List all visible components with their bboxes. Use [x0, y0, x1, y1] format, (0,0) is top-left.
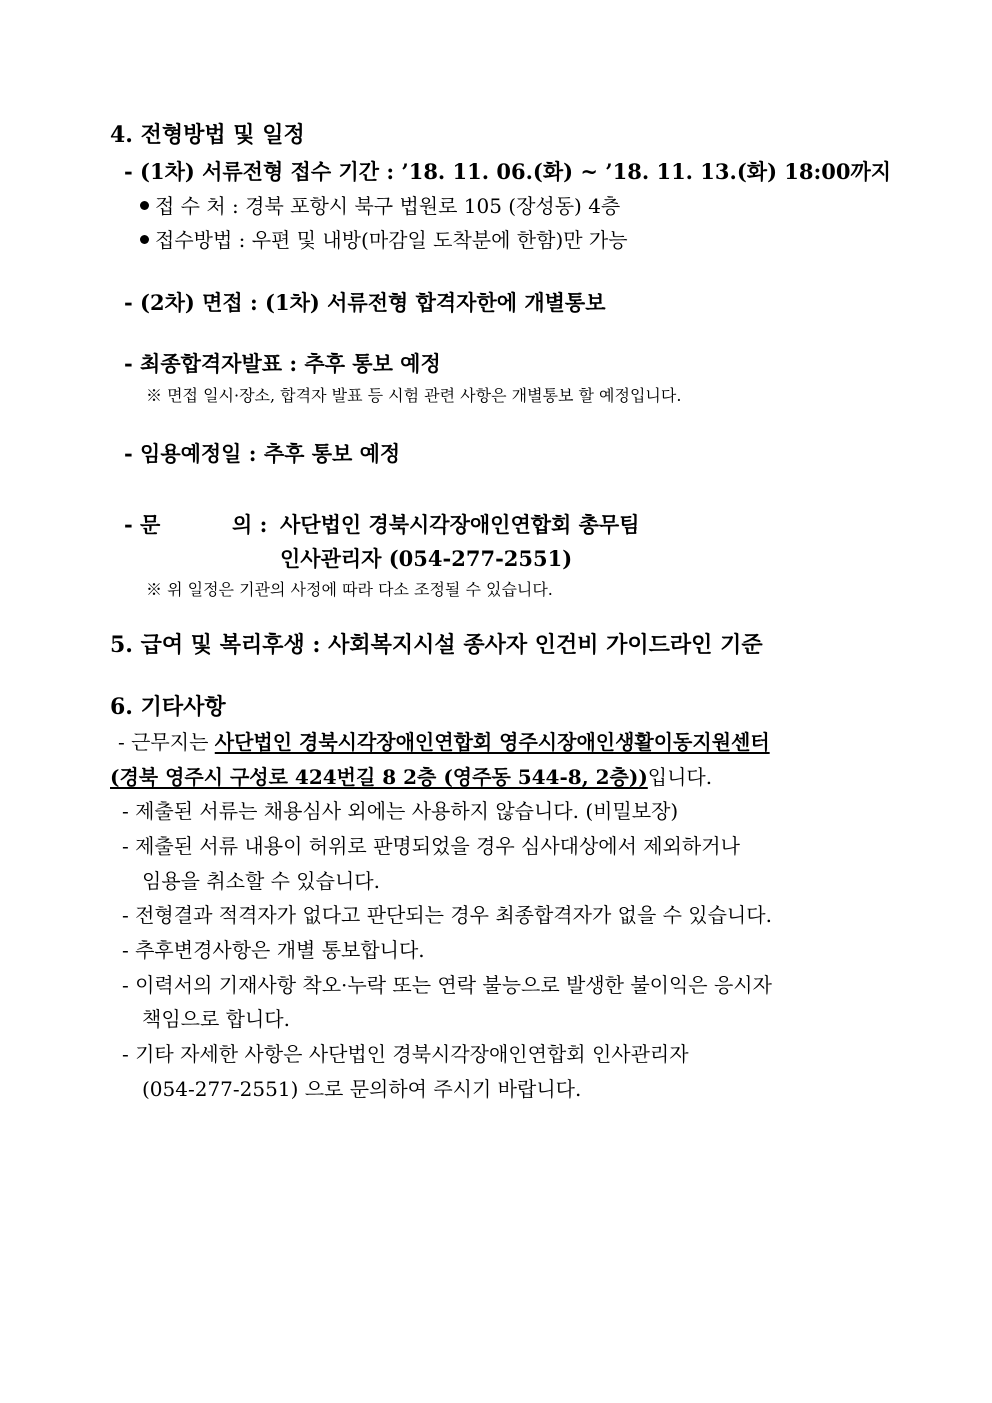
workplace-name: 사단법인 경북시각장애인연합회 영주시장애인생활이동지원센터 — [214, 730, 770, 754]
inquiry-org: 사단법인 경북시각장애인연합회 총무팀 — [280, 512, 640, 537]
bullet-icon — [140, 235, 149, 244]
section4-title: 4. 전형방법 및 일정 — [110, 122, 305, 148]
final-note: ※ 면접 일시·장소, 합격자 발표 등 시험 관련 사항은 개별통보 할 예정입니다. — [146, 386, 682, 405]
bullet-icon — [140, 201, 149, 210]
workplace-address-line — [110, 767, 712, 787]
workplace-line — [118, 732, 770, 752]
inquiry-person: 인사관리자 (054-277-2551) — [280, 546, 573, 571]
section6-title: 6. 기타사항 — [110, 694, 226, 720]
schedule-note: ※ 위 일정은 기관의 사정에 따라 다소 조정될 수 있습니다. — [146, 580, 553, 599]
round2-interview: - (2차) 면접 : (1차) 서류전형 합격자한에 개별통보 — [124, 290, 606, 315]
inquiry-label-end: 의 : — [232, 512, 268, 537]
final-announcement: - 최종합격자발표 : 추후 통보 예정 — [124, 351, 441, 376]
hire-date: - 임용예정일 : 추후 통보 예정 — [124, 441, 401, 466]
round1-schedule: - (1차) 서류전형 접수 기간 : ’18. 11. 06.(화) ~ ’18. 11. 13.(화) 18:00까지 — [124, 159, 892, 184]
place-line — [140, 196, 620, 216]
section5-title: 5. 급여 및 복리후생 : 사회복지시설 종사자 인건비 가이드라인 기준 — [110, 632, 763, 658]
workplace-prefix: - 근무지는 — [118, 730, 215, 754]
list-item: - 제출된 서류 내용이 허위로 판명되었을 경우 심사대상에서 제외하거나 — [122, 834, 740, 858]
inquiry-label: - 문 — [124, 512, 161, 537]
list-item: - 기타 자세한 사항은 사단법인 경북시각장애인연합회 인사관리자 — [122, 1042, 689, 1066]
list-item: - 추후변경사항은 개별 통보합니다. — [122, 938, 425, 962]
list-item-continued: (054-277-2551) 으로 문의하여 주시기 바랍니다. — [142, 1077, 582, 1101]
workplace-address: (경북 영주시 구성로 424번길 8 2층 (영주동 544-8, 2층)) — [110, 765, 648, 789]
workplace-suffix: 입니다. — [647, 765, 713, 789]
method-text: 접수방법 : 우편 및 내방(마감일 도착분에 한함)만 가능 — [155, 228, 628, 252]
method-line — [140, 230, 628, 250]
list-item-continued: 임용을 취소할 수 있습니다. — [142, 869, 380, 893]
list-item: - 전형결과 적격자가 없다고 판단되는 경우 최종합격자가 없을 수 있습니다. — [122, 903, 772, 927]
place-text: 접 수 처 : 경북 포항시 북구 법원로 105 (장성동) 4층 — [155, 194, 621, 218]
list-item: - 제출된 서류는 채용심사 외에는 사용하지 않습니다. (비밀보장) — [122, 799, 679, 823]
list-item-continued: 책임으로 합니다. — [142, 1007, 290, 1031]
list-item: - 이력서의 기재사항 착오·누락 또는 연락 불능으로 발생한 불이익은 응시자 — [122, 973, 772, 997]
